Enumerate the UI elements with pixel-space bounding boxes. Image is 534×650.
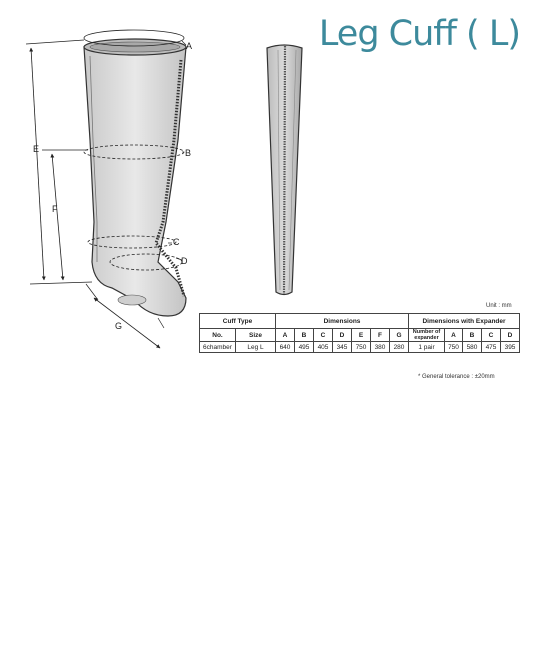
col-exp-c: C bbox=[482, 329, 501, 342]
cell-expander-count: 1 pair bbox=[409, 342, 445, 353]
label-b: B bbox=[185, 148, 192, 158]
specifications-table bbox=[199, 313, 520, 353]
cell-f: 380 bbox=[371, 342, 390, 353]
cell-size: Leg L bbox=[236, 342, 276, 353]
col-exp-a: A bbox=[445, 329, 463, 342]
tolerance-note: * General tolerance : ±20mm bbox=[418, 374, 495, 380]
dimension-f-arrow bbox=[52, 154, 63, 280]
cell-no: 6chamber bbox=[200, 342, 236, 353]
cell-d: 345 bbox=[333, 342, 352, 353]
table-row bbox=[200, 342, 520, 353]
cell-b: 495 bbox=[295, 342, 314, 353]
cell-exp-c: 475 bbox=[482, 342, 501, 353]
cell-e: 750 bbox=[352, 342, 371, 353]
col-d: D bbox=[333, 329, 352, 342]
cell-c: 405 bbox=[314, 342, 333, 353]
header-with-expander: Dimensions with Expander bbox=[409, 314, 520, 329]
label-d: D bbox=[181, 256, 188, 266]
col-no: No. bbox=[200, 329, 236, 342]
col-a: A bbox=[276, 329, 295, 342]
cuff-front-view bbox=[84, 39, 186, 316]
cell-a: 640 bbox=[276, 342, 295, 353]
label-a: A bbox=[186, 41, 193, 51]
cell-g: 280 bbox=[390, 342, 409, 353]
unit-label: Unit : mm bbox=[486, 303, 512, 309]
col-e: E bbox=[352, 329, 371, 342]
cuff-side-view bbox=[267, 45, 302, 295]
label-f: F bbox=[52, 204, 58, 214]
col-g: G bbox=[390, 329, 409, 342]
col-exp-d: D bbox=[501, 329, 520, 342]
col-exp-b: B bbox=[463, 329, 482, 342]
col-size: Size bbox=[236, 329, 276, 342]
cell-exp-d: 395 bbox=[501, 342, 520, 353]
header-cuff-type: Cuff Type bbox=[200, 314, 276, 329]
col-number-of-expander: Number of expander bbox=[409, 329, 445, 342]
label-e: E bbox=[33, 144, 40, 154]
page-title: Leg Cuff ( L) bbox=[318, 14, 520, 54]
col-b: B bbox=[295, 329, 314, 342]
label-c: C bbox=[173, 237, 180, 247]
col-f: F bbox=[371, 329, 390, 342]
dimension-e-arrow bbox=[31, 48, 44, 280]
col-c: C bbox=[314, 329, 333, 342]
cell-exp-b: 580 bbox=[463, 342, 482, 353]
label-g: G bbox=[115, 321, 123, 331]
cell-exp-a: 750 bbox=[445, 342, 463, 353]
header-dimensions: Dimensions bbox=[276, 314, 409, 329]
